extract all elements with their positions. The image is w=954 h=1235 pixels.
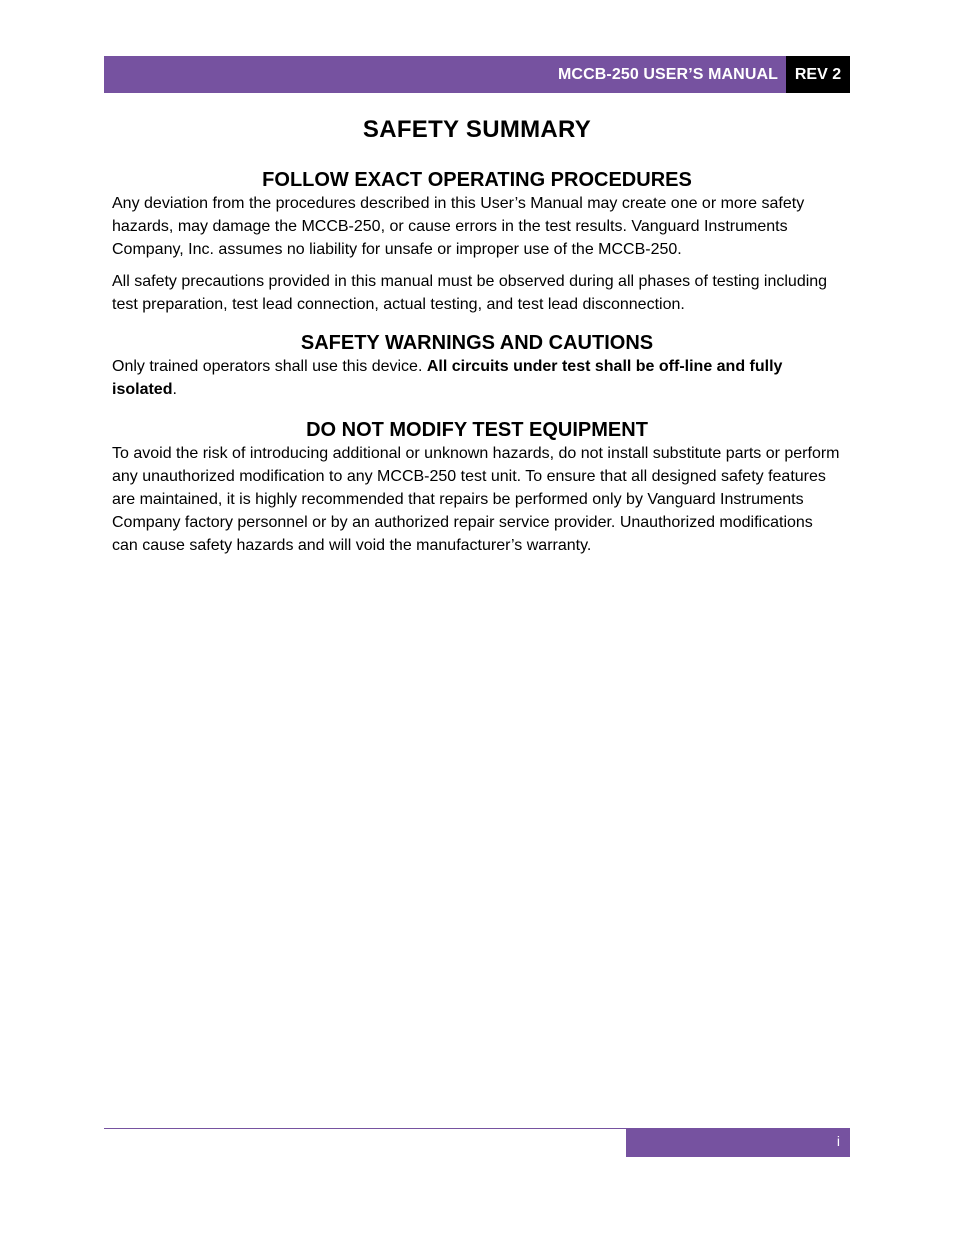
- paragraph-trained-operators: [112, 355, 842, 401]
- header-bar: [104, 56, 850, 93]
- page-title: SAFETY SUMMARY: [362, 116, 592, 143]
- paragraph-deviation: Any deviation from the procedures described in this User’s Manual may create one or more safety hazards, may damage the MCCB-250, or cause errors in the test results. Vanguard Instruments Company, Inc. assumes no liability for unsafe or improper use of the MCCB-250.: [112, 195, 805, 258]
- revision-badge: REV 2: [786, 56, 850, 93]
- manual-title: MCCB-250 USER’S MANUAL: [558, 66, 778, 83]
- page-number: i: [836, 1133, 840, 1149]
- paragraph-modification: To avoid the risk of introducing additional or unknown hazards, do not install substitute parts or perform any unauthorized modification to any MCCB-250 test unit. To ensure that all designed safety features are maintained, it is highly recommended that repairs be performed only by Vanguard Instruments Company factory personnel or by an authorized repair service provider. Unauthorized modifications can cause safety hazards and will void the manufacturer’s warranty.: [112, 445, 840, 554]
- section-heading-do-not-modify: DO NOT MODIFY TEST EQUIPMENT: [306, 419, 648, 441]
- footer-bar: [626, 1129, 850, 1157]
- section-heading-operating-procedures: FOLLOW EXACT OPERATING PROCEDURES: [262, 169, 692, 191]
- paragraph-end-punctuation: .: [172, 381, 177, 398]
- paragraph-precautions: All safety precautions provided in this manual must be observed during all phases of testing including test preparation, test lead connection, actual testing, and test lead disconnection.: [112, 273, 828, 313]
- page-content: [112, 112, 842, 557]
- section-heading-warnings-cautions: SAFETY WARNINGS AND CAUTIONS: [300, 332, 654, 354]
- paragraph-isolation-warning: All circuits under test shall be off-line and fully isolated: [112, 358, 783, 398]
- paragraph-trained-operators-text: Only trained operators shall use this device.: [112, 358, 427, 375]
